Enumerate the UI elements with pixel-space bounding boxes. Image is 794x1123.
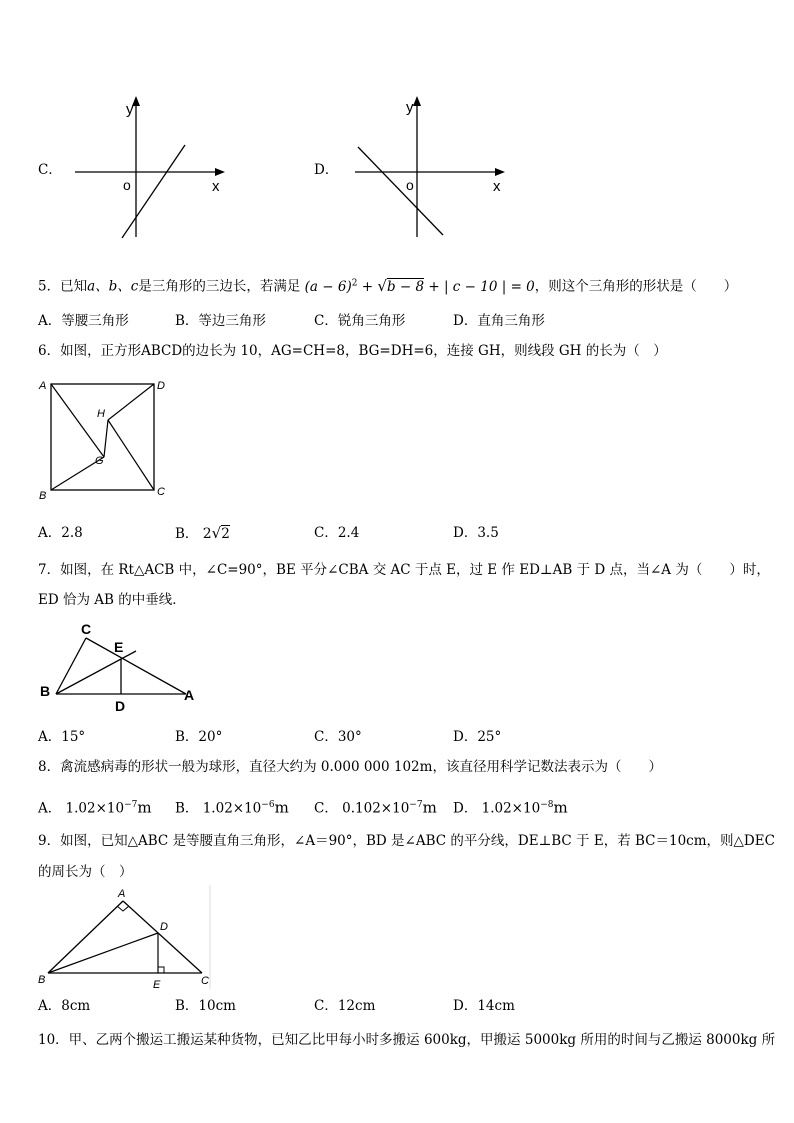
q8-option-c-exp: −7 xyxy=(409,800,423,810)
d-graph-origin-label: o xyxy=(406,177,414,193)
q9-option-b[interactable]: B．10cm xyxy=(175,998,236,1014)
q7-label-a: A xyxy=(184,687,195,703)
sqrt-icon: √ xyxy=(377,276,387,295)
q8-option-b-unit: m xyxy=(274,798,289,817)
q8-option-a-base: 1.02×10 xyxy=(65,800,125,817)
q6-label-c: C xyxy=(157,486,165,498)
q9-option-a[interactable]: A．8cm xyxy=(38,998,91,1014)
d-graph-y-label: y xyxy=(406,99,414,116)
q5-mid: 是三角形的三边长，若满足 xyxy=(138,278,301,295)
q6-option-d[interactable]: D．3.5 xyxy=(453,525,499,541)
q8-option-d[interactable] xyxy=(453,795,568,819)
c-graph-y-label: y xyxy=(126,101,134,118)
q7-triangle-diagram xyxy=(36,618,206,714)
q7-stem-line1: 7．如图，在 Rt△ACB 中，∠C=90°，BE 平分∠CBA 交 AC 于点 E，过 E 作 ED⊥AB 于 D 点，当∠A 为（ ）时， xyxy=(38,562,770,578)
q6-option-b[interactable] xyxy=(175,523,230,544)
q9-option-c[interactable]: C．12cm xyxy=(314,998,376,1014)
q8-option-d-label: D． xyxy=(453,800,478,817)
q7-label-e: E xyxy=(114,639,124,655)
q6-stem: 6．如图，正方形ABCD的边长为 10，AG=CH=8，BG=DH=6，连接 GH，则线段 GH 的长为（ ） xyxy=(38,343,667,359)
q8-option-c-unit: m xyxy=(422,798,437,817)
q7-option-d[interactable]: D．25° xyxy=(453,729,502,745)
q5-option-a[interactable]: A．等腰三角形 xyxy=(38,313,129,329)
q5-option-b[interactable]: B．等边三角形 xyxy=(175,313,266,329)
q7-option-c[interactable]: C．30° xyxy=(314,729,362,745)
q5-eq-radicand: b − 8 xyxy=(386,278,425,295)
q7-option-a[interactable]: A．15° xyxy=(38,729,86,745)
q6-option-c[interactable]: C．2.4 xyxy=(314,525,360,541)
q9-label-c: C xyxy=(201,975,209,987)
c-graph-x-label: x xyxy=(212,178,220,195)
q5-stem xyxy=(38,273,737,297)
q9-label-e: E xyxy=(153,979,161,991)
q6-label-g: G xyxy=(95,455,104,467)
q9-label-d: D xyxy=(160,921,168,933)
q8-option-c-base: 0.102×10 xyxy=(342,800,410,817)
q5-eq-abs: + | c − 10 | = 0 xyxy=(428,278,535,295)
q10-stem-line1: 10．甲、乙两个搬运工搬运某种货物，已知乙比甲每小时多搬运 600kg，甲搬运 5000kg 所用的时间与乙搬运 8000kg 所 xyxy=(38,1032,776,1048)
q6-square-diagram xyxy=(36,375,171,500)
q5-equation xyxy=(304,276,535,295)
q5-suffix: ，则这个三角形的形状是（ ） xyxy=(534,278,738,295)
q4-option-d-label: D． xyxy=(314,162,339,178)
q6-label-d: D xyxy=(157,380,165,392)
q4-option-c-graph xyxy=(70,92,230,242)
q9-label-a: A xyxy=(118,888,126,900)
q9-stem-line2: 的周长为（ ） xyxy=(38,864,133,880)
q8-option-a-unit: m xyxy=(137,798,152,817)
q5-vars: a、b、c xyxy=(87,278,139,295)
q8-option-b-label: B． xyxy=(175,800,199,817)
q6-label-h: H xyxy=(97,408,105,420)
q6-option-b-coef: 2 xyxy=(202,526,212,542)
q6-label-b: B xyxy=(39,490,47,500)
q8-option-b-exp: −6 xyxy=(261,800,275,810)
q6-option-b-radicand: 2 xyxy=(221,526,230,542)
q4-option-c-label: C． xyxy=(38,162,62,178)
q5-eq-exponent: 2 xyxy=(351,278,358,288)
q8-option-b-base: 1.02×10 xyxy=(202,800,262,817)
q5-eq-plus: + xyxy=(361,278,374,295)
q6-label-a: A xyxy=(39,380,47,392)
q9-triangle-diagram xyxy=(36,885,216,993)
q4-option-d-graph xyxy=(350,92,510,242)
q8-option-d-exp: −8 xyxy=(540,800,554,810)
q5-option-c[interactable]: C．锐角三角形 xyxy=(314,313,406,329)
q7-label-c: C xyxy=(81,621,92,637)
q9-label-b: B xyxy=(38,974,46,986)
q7-option-b[interactable]: B．20° xyxy=(175,729,223,745)
q5-prefix: 5．已知 xyxy=(38,278,88,295)
c-graph-origin-label: o xyxy=(123,177,131,193)
q8-option-c[interactable] xyxy=(314,795,437,819)
q8-option-a-label: A． xyxy=(38,800,62,817)
q8-stem: 8．禽流感病毒的形状一般为球形，直径大约为 0.000 000 102m，该直径用科学记数法表示为（ ） xyxy=(38,759,662,775)
q8-option-d-unit: m xyxy=(553,798,568,817)
q9-stem-line1: 9．如图，已知△ABC 是等腰直角三角形，∠A＝90°，BD 是∠ABC 的平分线，DE⊥BC 于 E，若 BC＝10cm，则△DEC xyxy=(38,833,775,849)
q7-label-b: B xyxy=(40,683,51,699)
q8-option-b[interactable] xyxy=(175,795,289,819)
q8-option-c-label: C． xyxy=(314,800,338,817)
q8-option-a-exp: −7 xyxy=(124,800,138,810)
q7-stem-line2: ED 恰为 AB 的中垂线． xyxy=(38,592,186,608)
q8-option-a[interactable] xyxy=(38,795,152,819)
q6-option-b-label: B． xyxy=(175,526,199,542)
q8-option-d-base: 1.02×10 xyxy=(481,800,541,817)
q9-option-d[interactable]: D．14cm xyxy=(453,998,515,1014)
q6-option-a[interactable]: A．2.8 xyxy=(38,525,83,541)
q5-eq-term-a: (a − 6) xyxy=(304,278,352,295)
sqrt-icon: √ xyxy=(211,524,222,542)
q5-option-d[interactable]: D．直角三角形 xyxy=(453,313,545,329)
q7-label-d: D xyxy=(115,698,126,714)
d-graph-x-label: x xyxy=(493,178,501,195)
